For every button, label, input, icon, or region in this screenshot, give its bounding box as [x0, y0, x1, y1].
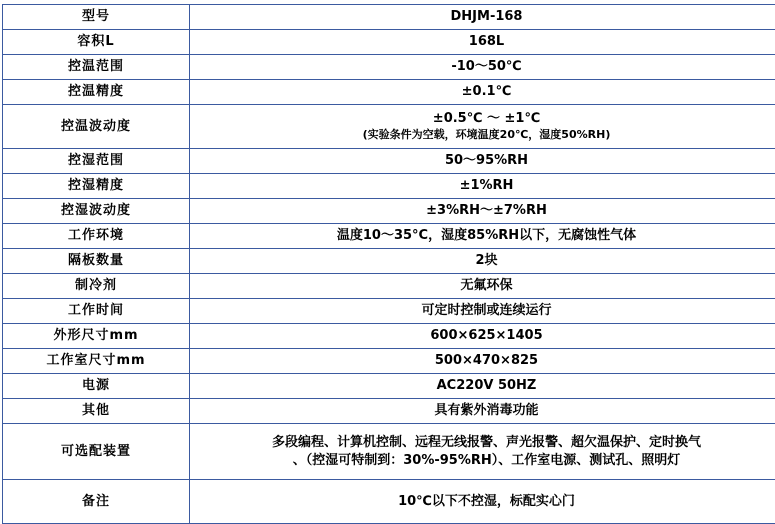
table-row [3, 105, 775, 149]
row-label: 控湿精度 [3, 174, 190, 199]
table-row [3, 374, 775, 399]
row-value: 168L [190, 30, 775, 55]
row-value: ±3%RH～±7%RH [190, 199, 775, 224]
row-label: 控温范围 [3, 55, 190, 80]
row-value-line: 多段编程、计算机控制、远程无线报警、声光报警、超欠温保护、定时换气 [194, 434, 775, 452]
row-value: 可定时控制或连续运行 [190, 299, 775, 324]
row-value: DHJM-168 [190, 5, 775, 30]
row-label: 隔板数量 [3, 249, 190, 274]
table-row [3, 249, 775, 274]
table-row [3, 55, 775, 80]
row-label: 电源 [3, 374, 190, 399]
table-row [3, 324, 775, 349]
row-label: 备注 [3, 480, 190, 524]
table-row [3, 349, 775, 374]
row-value [190, 105, 775, 149]
row-label: 控温波动度 [3, 105, 190, 149]
row-value: ±1%RH [190, 174, 775, 199]
row-value-line: 、（控湿可特制到：30%-95%RH）、工作室电源、测试孔、照明灯 [194, 452, 775, 470]
row-label: 控温精度 [3, 80, 190, 105]
row-label: 制冷剂 [3, 274, 190, 299]
row-label: 工作时间 [3, 299, 190, 324]
row-label: 可选配装置 [3, 424, 190, 480]
row-label: 控湿波动度 [3, 199, 190, 224]
table-row [3, 480, 775, 524]
row-value-note: (实验条件为空载，环境温度20℃，湿度50%RH) [194, 128, 775, 143]
table-row [3, 224, 775, 249]
table-row [3, 299, 775, 324]
row-value: 2块 [190, 249, 775, 274]
row-label: 其他 [3, 399, 190, 424]
table-row [3, 174, 775, 199]
table-row [3, 274, 775, 299]
row-value: 无氟环保 [190, 274, 775, 299]
row-label: 型号 [3, 5, 190, 30]
specification-table-body [3, 5, 775, 524]
specification-table [2, 4, 775, 524]
row-value: -10～50℃ [190, 55, 775, 80]
row-value: ±0.1℃ [190, 80, 775, 105]
row-value: 10℃以下不控湿，标配实心门 [190, 480, 775, 524]
row-value: 600×625×1405 [190, 324, 775, 349]
table-row [3, 199, 775, 224]
table-row [3, 399, 775, 424]
row-value: AC220V 50HZ [190, 374, 775, 399]
row-value: 50～95%RH [190, 149, 775, 174]
row-label: 控湿范围 [3, 149, 190, 174]
table-row [3, 149, 775, 174]
row-label: 容积L [3, 30, 190, 55]
row-value: 温度10～35°C，湿度85%RH以下，无腐蚀性气体 [190, 224, 775, 249]
table-row [3, 30, 775, 55]
row-label: 工作环境 [3, 224, 190, 249]
table-row [3, 5, 775, 30]
table-row [3, 424, 775, 480]
table-row [3, 80, 775, 105]
row-value-main: ±0.5℃ ～ ±1℃ [194, 110, 775, 128]
row-label: 外形尺寸mm [3, 324, 190, 349]
row-label: 工作室尺寸mm [3, 349, 190, 374]
row-value [190, 424, 775, 480]
row-value: 500×470×825 [190, 349, 775, 374]
row-value: 具有紫外消毒功能 [190, 399, 775, 424]
